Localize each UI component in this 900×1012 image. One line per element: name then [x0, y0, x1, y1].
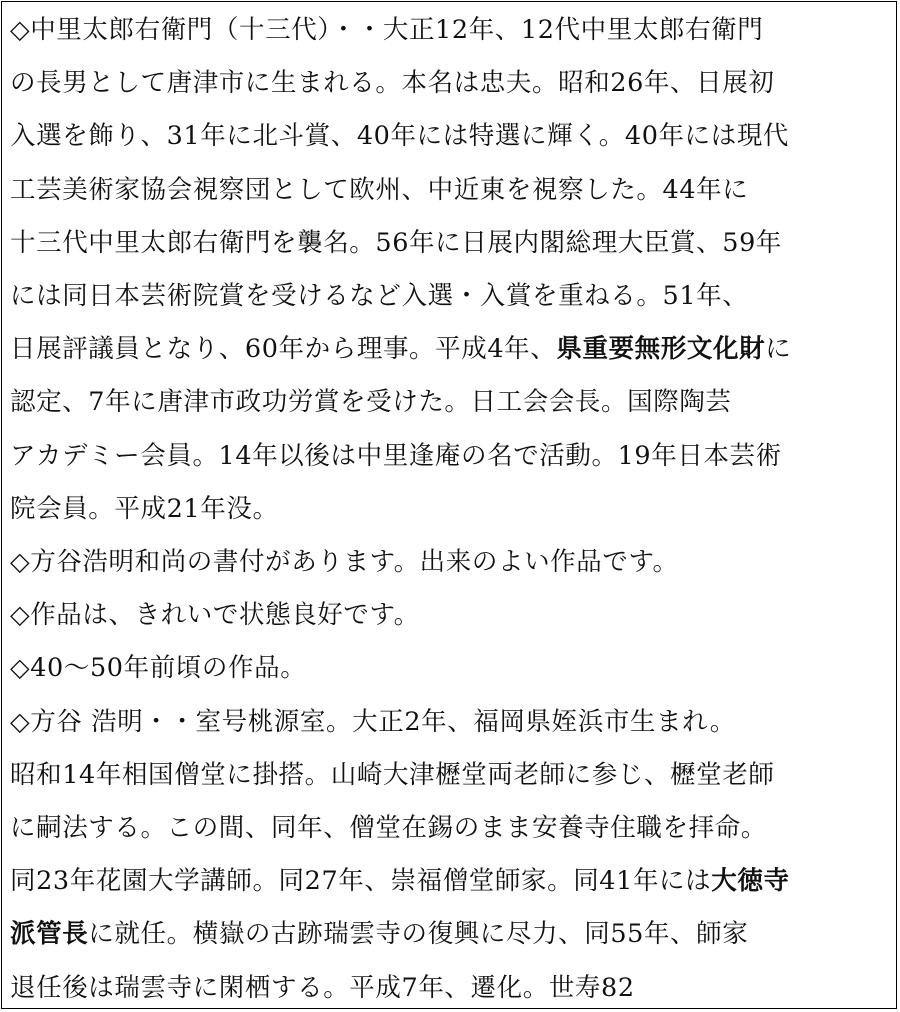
text-segment: 退任後は瑞雲寺に閑栖する。平成7年、遷化。世寿82 [10, 972, 635, 1003]
text-line [10, 535, 896, 589]
text-segment: ◇40～50年前頃の作品。 [10, 653, 307, 684]
text-line [10, 163, 896, 217]
text-segment: ◇方谷浩明和尚の書付があります。出来のよい作品です。 [10, 547, 679, 577]
text-line [10, 482, 896, 536]
text-segment: ◇中里太郎右衛門（十三代）・・大正12年、12代中里太郎右衛門 [10, 15, 764, 45]
text-segment: に就任。横嶽の古跡瑞雲寺の復興に尽力、同55年、師家 [88, 919, 749, 950]
text-segment: 工芸美術家協会視察団として欧州、中近東を視察した。44年に [10, 174, 749, 205]
text-line [10, 854, 896, 908]
text-segment: に [765, 334, 792, 365]
text-line [10, 588, 896, 642]
text-line [10, 56, 896, 110]
text-segment: 入選を飾り、31年に北斗賞、40年には特選に輝く。40年には現代 [10, 121, 790, 152]
text-segment: 日展評議員となり、60年から理事。平成4年、 [10, 334, 557, 365]
text-line [10, 109, 896, 163]
text-segment: アカデミー会員。14年以後は中里逢庵の名で活動。19年日本芸術 [10, 440, 782, 471]
text-segment: 昭和14年相国僧堂に掛搭。山崎大津櫪堂両老師に参じ、櫪堂老師 [10, 759, 775, 790]
text-segment: に嗣法する。この間、同年、僧堂在錫のまま安養寺住職を拝命。 [10, 813, 767, 843]
text-line [10, 641, 896, 695]
text-segment: ◇作品は、きれいで状態良好です。 [10, 600, 420, 631]
bold-text-segment: 県重要無形文化財 [556, 334, 766, 365]
bold-text-segment: 大徳寺 [711, 866, 790, 897]
text-line [10, 748, 896, 802]
text-line [10, 216, 896, 270]
text-segment: 同23年花園大学講師。同27年、崇福僧堂師家。同41年には [10, 866, 712, 897]
bold-text-segment: 派管長 [10, 919, 89, 950]
text-line [10, 375, 896, 429]
text-segment: には同日本芸術院賞を受けるなど入選・入賞を重ねる。51年、 [10, 281, 749, 311]
text-line [10, 801, 896, 855]
text-segment: ◇方谷 浩明・・室号桃源室。大正2年、福岡県姪浜市生まれ。 [10, 706, 736, 737]
text-line [10, 961, 896, 1009]
text-line [10, 429, 896, 483]
text-line [10, 3, 896, 57]
text-line [10, 907, 896, 961]
text-line [10, 322, 896, 376]
text-segment: の長男として唐津市に生まれる。本名は忠夫。昭和26年、日展初 [10, 68, 775, 99]
text-line [10, 269, 896, 323]
text-segment: 認定、7年に唐津市政功労賞を受けた。日工会会長。国際陶芸 [10, 387, 732, 418]
text-segment: 院会員。平成21年没。 [10, 493, 279, 524]
description-panel [1, 1, 897, 1009]
text-line [10, 695, 896, 749]
text-segment: 十三代中里太郎右衛門を襲名。56年に日展内閣総理大臣賞、59年 [10, 227, 782, 258]
